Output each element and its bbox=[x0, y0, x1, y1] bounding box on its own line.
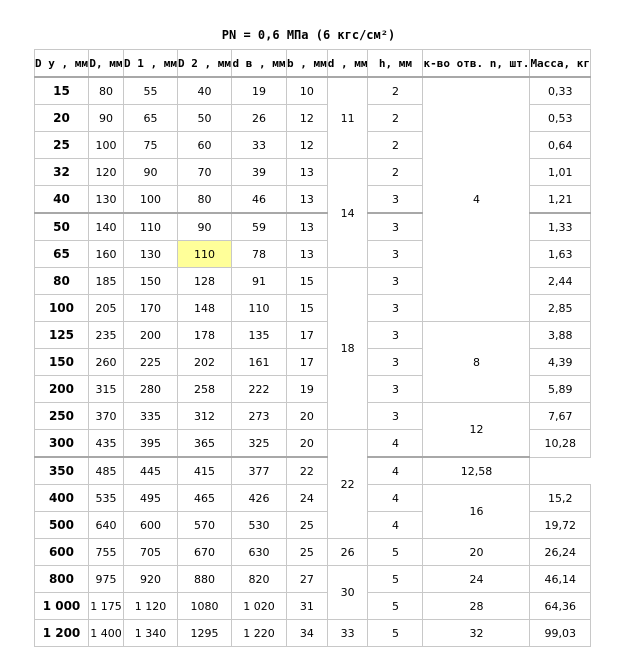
cell-dy: 125 bbox=[35, 322, 89, 349]
cell-d2: 570 bbox=[177, 512, 231, 539]
cell-mass: 26,24 bbox=[530, 539, 591, 566]
cell-dy: 50 bbox=[35, 213, 89, 241]
cell-d-outer: 260 bbox=[88, 349, 123, 376]
header-b: b , мм bbox=[286, 50, 327, 78]
cell-dv: 161 bbox=[231, 349, 286, 376]
cell-h: 3 bbox=[368, 349, 423, 376]
cell-hole-count-group: 20 bbox=[423, 539, 530, 566]
cell-h: 3 bbox=[368, 322, 423, 349]
cell-hole-count-group: 12 bbox=[423, 403, 530, 458]
cell-d-outer: 1 175 bbox=[88, 593, 123, 620]
cell-dy: 20 bbox=[35, 105, 89, 132]
cell-mass: 46,14 bbox=[530, 566, 591, 593]
table-row bbox=[35, 77, 591, 105]
cell-d1: 90 bbox=[123, 159, 177, 186]
cell-mass: 1,63 bbox=[530, 241, 591, 268]
cell-b: 13 bbox=[286, 213, 327, 241]
cell-h: 3 bbox=[368, 295, 423, 322]
cell-mass: 2,44 bbox=[530, 268, 591, 295]
cell-dy: 15 bbox=[35, 77, 89, 105]
cell-dv: 19 bbox=[231, 77, 286, 105]
cell-mass: 5,89 bbox=[530, 376, 591, 403]
cell-mass: 3,88 bbox=[530, 322, 591, 349]
cell-dv: 530 bbox=[231, 512, 286, 539]
header-dv: d в , мм bbox=[231, 50, 286, 78]
cell-dy: 1 200 bbox=[35, 620, 89, 647]
cell-d1: 225 bbox=[123, 349, 177, 376]
cell-hole-count-group: 24 bbox=[423, 566, 530, 593]
header-dy: D y , мм bbox=[35, 50, 89, 78]
cell-mass: 0,53 bbox=[530, 105, 591, 132]
header-d2: D 2 , мм bbox=[177, 50, 231, 78]
cell-h: 3 bbox=[368, 268, 423, 295]
table-row bbox=[35, 322, 591, 349]
cell-d1: 495 bbox=[123, 485, 177, 512]
cell-d1: 395 bbox=[123, 430, 177, 458]
cell-d-outer: 80 bbox=[88, 77, 123, 105]
cell-mass: 19,72 bbox=[530, 512, 591, 539]
cell-b: 15 bbox=[286, 295, 327, 322]
cell-d-outer: 315 bbox=[88, 376, 123, 403]
cell-h: 2 bbox=[368, 105, 423, 132]
cell-b: 19 bbox=[286, 376, 327, 403]
cell-d2: 50 bbox=[177, 105, 231, 132]
cell-h: 3 bbox=[368, 213, 423, 241]
cell-dv: 39 bbox=[231, 159, 286, 186]
cell-h: 4 bbox=[368, 485, 423, 512]
cell-dy: 80 bbox=[35, 268, 89, 295]
cell-mass: 0,33 bbox=[530, 77, 591, 105]
cell-d-outer: 235 bbox=[88, 322, 123, 349]
cell-b: 25 bbox=[286, 512, 327, 539]
cell-b: 24 bbox=[286, 485, 327, 512]
cell-d1: 130 bbox=[123, 241, 177, 268]
cell-d2: 415 bbox=[177, 457, 231, 485]
table-row bbox=[35, 566, 591, 593]
cell-h: 2 bbox=[368, 159, 423, 186]
cell-dv: 820 bbox=[231, 566, 286, 593]
cell-d-outer: 640 bbox=[88, 512, 123, 539]
cell-dv: 59 bbox=[231, 213, 286, 241]
cell-dv: 1 220 bbox=[231, 620, 286, 647]
cell-d-outer: 435 bbox=[88, 430, 123, 458]
header-d1: D 1 , мм bbox=[123, 50, 177, 78]
cell-b: 20 bbox=[286, 430, 327, 458]
header-row bbox=[35, 50, 591, 78]
cell-h: 5 bbox=[368, 539, 423, 566]
cell-d2: 312 bbox=[177, 403, 231, 430]
cell-d-hole-group: 26 bbox=[327, 539, 368, 566]
cell-dv: 91 bbox=[231, 268, 286, 295]
cell-h: 3 bbox=[368, 186, 423, 214]
cell-d1: 55 bbox=[123, 77, 177, 105]
cell-h: 4 bbox=[368, 512, 423, 539]
cell-h: 4 bbox=[368, 430, 423, 458]
cell-mass: 15,2 bbox=[530, 485, 591, 512]
cell-d-hole-group: 11 bbox=[327, 77, 368, 159]
cell-hole-count-group: 32 bbox=[423, 620, 530, 647]
cell-dy: 32 bbox=[35, 159, 89, 186]
cell-dy: 800 bbox=[35, 566, 89, 593]
cell-b: 25 bbox=[286, 539, 327, 566]
table-row bbox=[35, 457, 591, 485]
table-title: PN = 0,6 МПа (6 кгс/см²) bbox=[221, 28, 396, 42]
cell-b: 17 bbox=[286, 349, 327, 376]
cell-d2: 60 bbox=[177, 132, 231, 159]
cell-d1: 920 bbox=[123, 566, 177, 593]
cell-dv: 33 bbox=[231, 132, 286, 159]
cell-d-outer: 755 bbox=[88, 539, 123, 566]
cell-dv: 630 bbox=[231, 539, 286, 566]
cell-dy: 250 bbox=[35, 403, 89, 430]
cell-h: 2 bbox=[368, 77, 423, 105]
cell-b: 13 bbox=[286, 241, 327, 268]
table-row bbox=[35, 620, 591, 647]
cell-dy: 40 bbox=[35, 186, 89, 214]
cell-d1: 705 bbox=[123, 539, 177, 566]
cell-b: 12 bbox=[286, 132, 327, 159]
cell-d2: 1080 bbox=[177, 593, 231, 620]
cell-dv: 26 bbox=[231, 105, 286, 132]
header-d-hole: d , мм bbox=[327, 50, 368, 78]
cell-dy: 350 bbox=[35, 457, 89, 485]
cell-b: 17 bbox=[286, 322, 327, 349]
cell-d1: 75 bbox=[123, 132, 177, 159]
cell-dy: 400 bbox=[35, 485, 89, 512]
cell-d1: 200 bbox=[123, 322, 177, 349]
cell-d1: 110 bbox=[123, 213, 177, 241]
cell-h: 5 bbox=[368, 620, 423, 647]
cell-mass: 1,21 bbox=[530, 186, 591, 214]
cell-d-outer: 485 bbox=[88, 457, 123, 485]
cell-d1: 1 120 bbox=[123, 593, 177, 620]
cell-d-outer: 100 bbox=[88, 132, 123, 159]
header-h: h, мм bbox=[368, 50, 423, 78]
cell-b: 31 bbox=[286, 593, 327, 620]
cell-d2-highlighted: 110 bbox=[177, 241, 231, 268]
header-hole-count: к-во отв. n, шт. bbox=[423, 50, 530, 78]
cell-d1: 170 bbox=[123, 295, 177, 322]
cell-h: 5 bbox=[368, 593, 423, 620]
header-mass: Масса, кг bbox=[530, 50, 591, 78]
cell-dv: 222 bbox=[231, 376, 286, 403]
cell-d2: 70 bbox=[177, 159, 231, 186]
cell-mass: 1,33 bbox=[530, 213, 591, 241]
cell-dv: 46 bbox=[231, 186, 286, 214]
cell-mass: 0,64 bbox=[530, 132, 591, 159]
cell-d-outer: 130 bbox=[88, 186, 123, 214]
cell-b: 22 bbox=[286, 457, 327, 485]
cell-hole-count-group: 16 bbox=[423, 485, 530, 539]
cell-h: 2 bbox=[368, 132, 423, 159]
cell-dy: 600 bbox=[35, 539, 89, 566]
cell-dy: 25 bbox=[35, 132, 89, 159]
cell-d1: 65 bbox=[123, 105, 177, 132]
cell-b: 34 bbox=[286, 620, 327, 647]
cell-d-outer: 975 bbox=[88, 566, 123, 593]
cell-d1: 100 bbox=[123, 186, 177, 214]
cell-dy: 1 000 bbox=[35, 593, 89, 620]
cell-d1: 150 bbox=[123, 268, 177, 295]
cell-d-outer: 205 bbox=[88, 295, 123, 322]
cell-d2: 80 bbox=[177, 186, 231, 214]
cell-dy: 100 bbox=[35, 295, 89, 322]
cell-b: 13 bbox=[286, 186, 327, 214]
cell-d1: 600 bbox=[123, 512, 177, 539]
header-d-outer: D, мм bbox=[88, 50, 123, 78]
table-row bbox=[35, 539, 591, 566]
table-row bbox=[35, 593, 591, 620]
cell-b: 12 bbox=[286, 105, 327, 132]
cell-hole-count-group: 28 bbox=[423, 593, 530, 620]
cell-d-hole-group: 30 bbox=[327, 566, 368, 620]
cell-dv: 1 020 bbox=[231, 593, 286, 620]
flange-dimensions-table bbox=[34, 49, 591, 647]
cell-mass: 12,58 bbox=[423, 457, 530, 485]
cell-d-hole-group: 14 bbox=[327, 159, 368, 268]
cell-b: 13 bbox=[286, 159, 327, 186]
cell-b: 20 bbox=[286, 403, 327, 430]
table-row bbox=[35, 403, 591, 430]
cell-dy: 200 bbox=[35, 376, 89, 403]
cell-h: 5 bbox=[368, 566, 423, 593]
cell-d-outer: 120 bbox=[88, 159, 123, 186]
cell-d1: 280 bbox=[123, 376, 177, 403]
cell-h: 3 bbox=[368, 376, 423, 403]
cell-d2: 880 bbox=[177, 566, 231, 593]
cell-d2: 40 bbox=[177, 77, 231, 105]
cell-d2: 202 bbox=[177, 349, 231, 376]
cell-dy: 300 bbox=[35, 430, 89, 458]
cell-mass: 10,28 bbox=[530, 430, 591, 458]
cell-dv: 110 bbox=[231, 295, 286, 322]
cell-h: 4 bbox=[368, 457, 423, 485]
cell-d-outer: 185 bbox=[88, 268, 123, 295]
cell-d2: 90 bbox=[177, 213, 231, 241]
cell-d-hole-group: 18 bbox=[327, 268, 368, 430]
table-row bbox=[35, 485, 591, 512]
cell-dy: 500 bbox=[35, 512, 89, 539]
cell-d2: 465 bbox=[177, 485, 231, 512]
cell-d-outer: 1 400 bbox=[88, 620, 123, 647]
cell-d2: 365 bbox=[177, 430, 231, 458]
cell-hole-count-group: 8 bbox=[423, 322, 530, 403]
cell-mass: 4,39 bbox=[530, 349, 591, 376]
cell-dv: 273 bbox=[231, 403, 286, 430]
cell-d-hole-group: 33 bbox=[327, 620, 368, 647]
cell-d-outer: 160 bbox=[88, 241, 123, 268]
cell-hole-count-group: 4 bbox=[423, 77, 530, 322]
cell-d2: 1295 bbox=[177, 620, 231, 647]
cell-b: 15 bbox=[286, 268, 327, 295]
cell-dv: 325 bbox=[231, 430, 286, 458]
cell-d2: 670 bbox=[177, 539, 231, 566]
cell-b: 10 bbox=[286, 77, 327, 105]
cell-d2: 128 bbox=[177, 268, 231, 295]
cell-d-outer: 140 bbox=[88, 213, 123, 241]
cell-d2: 148 bbox=[177, 295, 231, 322]
cell-mass: 64,36 bbox=[530, 593, 591, 620]
cell-d-outer: 370 bbox=[88, 403, 123, 430]
cell-mass: 1,01 bbox=[530, 159, 591, 186]
cell-h: 3 bbox=[368, 403, 423, 430]
cell-dv: 426 bbox=[231, 485, 286, 512]
cell-d-hole-group: 22 bbox=[327, 430, 368, 539]
cell-dv: 135 bbox=[231, 322, 286, 349]
cell-dy: 150 bbox=[35, 349, 89, 376]
cell-b: 27 bbox=[286, 566, 327, 593]
cell-mass: 2,85 bbox=[530, 295, 591, 322]
cell-mass: 99,03 bbox=[530, 620, 591, 647]
cell-d2: 178 bbox=[177, 322, 231, 349]
cell-d2: 258 bbox=[177, 376, 231, 403]
cell-d-outer: 535 bbox=[88, 485, 123, 512]
cell-d1: 1 340 bbox=[123, 620, 177, 647]
cell-d1: 445 bbox=[123, 457, 177, 485]
cell-dy: 65 bbox=[35, 241, 89, 268]
cell-d-outer: 90 bbox=[88, 105, 123, 132]
cell-d1: 335 bbox=[123, 403, 177, 430]
cell-dv: 377 bbox=[231, 457, 286, 485]
cell-dv: 78 bbox=[231, 241, 286, 268]
cell-mass: 7,67 bbox=[530, 403, 591, 430]
cell-h: 3 bbox=[368, 241, 423, 268]
